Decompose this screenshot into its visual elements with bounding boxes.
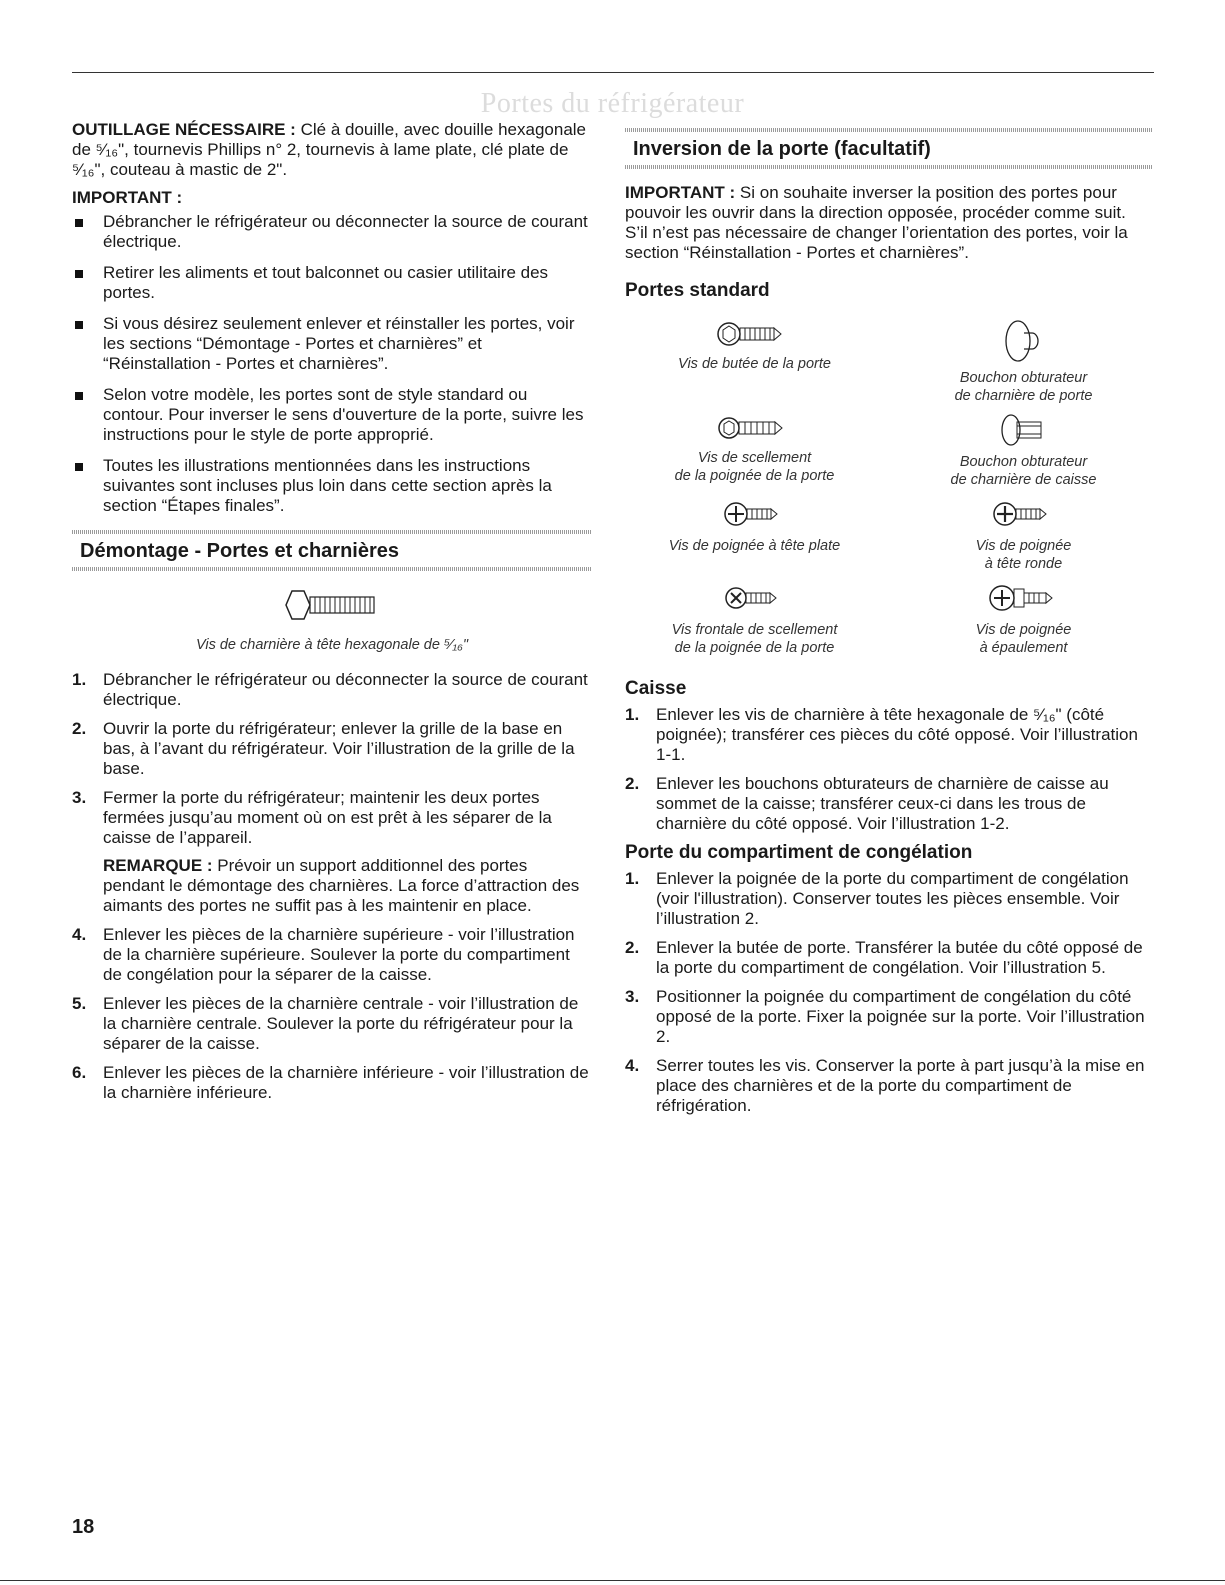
part-caption (625, 449, 884, 485)
screw-icon (720, 579, 790, 617)
step-text: Fermer la porte du réfrigérateur; maintenir les deux portes fermées jusqu’au moment où on est prêt à les séparer de la caisse de l’appareil. (103, 788, 552, 847)
caption-line: de la poignée de la porte (674, 468, 835, 484)
caption-line: Bouchon obturateur (959, 370, 1088, 386)
list-item (72, 719, 592, 779)
part-caption (894, 369, 1153, 405)
list-item (625, 987, 1153, 1047)
screw-icon (720, 495, 790, 533)
step-text: Enlever les bouchons obturateurs de charnière de caisse au sommet de la caisse; transférer ceux-ci dans les trous de charnière du côté opposé. Voir l’illustration 1-2. (656, 774, 1109, 833)
part-caption (625, 537, 884, 555)
step-number: 1. (72, 670, 87, 689)
caption-line: de charnière de porte (954, 388, 1093, 404)
list-item (72, 670, 592, 710)
step-text: Serrer toutes les vis. Conserver la porte à part jusqu’à la mise en place des charnières et de la porte du compartiment de réfrigération. (656, 1056, 1145, 1115)
page-number: 18 (72, 1516, 95, 1538)
figure-caption: Vis de charnière à tête hexagonale de ⁵⁄₁₆" (195, 637, 469, 653)
caption-line: Vis de scellement (697, 450, 812, 466)
caption-line: Bouchon obturateur (959, 454, 1088, 470)
step-number: 3. (72, 788, 87, 807)
bottom-rule (0, 1580, 1225, 1581)
step-number: 5. (72, 994, 87, 1013)
part-door-hinge-plug (894, 317, 1153, 405)
part-shoulder-handle-screw (894, 579, 1153, 657)
caption-line: à tête ronde (984, 556, 1063, 572)
caption-line: de charnière de caisse (950, 472, 1097, 488)
step-number: 4. (72, 925, 87, 944)
list-item: Retirer les aliments et tout balconnet ou casier utilitaire des portes. (72, 263, 592, 303)
step-number: 2. (625, 938, 640, 957)
step-number: 3. (625, 987, 640, 1006)
section-heading-inversion: Inversion de la porte (facultatif) (625, 128, 1153, 169)
caption-line: Vis de poignée à tête plate (668, 538, 841, 554)
step-text: Débrancher le réfrigérateur ou déconnecter la source de courant électrique. (103, 670, 588, 709)
page-title: Portes du réfrigérateur (480, 88, 745, 119)
demontage-steps (72, 670, 592, 1103)
caption-line: Vis de butée de la porte (678, 356, 831, 372)
list-item (625, 705, 1153, 765)
part-caption (894, 621, 1153, 657)
step-number: 4. (625, 1056, 640, 1075)
plug-icon (994, 317, 1054, 365)
right-column (625, 128, 1153, 1125)
subheading-standard: Portes standard (625, 280, 770, 301)
screw-icon (715, 317, 795, 351)
list-item (72, 994, 592, 1054)
plug-icon (989, 411, 1059, 449)
step-number: 2. (72, 719, 87, 738)
part-door-stop-screw (625, 317, 884, 405)
hex-screw-icon (282, 585, 382, 625)
part-caption (625, 355, 884, 373)
hex-hinge-screw-figure (72, 585, 592, 630)
freezer-steps (625, 869, 1153, 1116)
tools-label: OUTILLAGE NÉCESSAIRE : (72, 120, 296, 139)
screw-icon (984, 579, 1064, 617)
caption-line: à épaulement (979, 640, 1068, 656)
note-text: Prévoir un support additionnel des portes pendant le démontage des charnières. La force d’attraction des aimants des portes ne suffit pas à les maintenir en place. (103, 856, 580, 915)
caption-line: Vis de poignée (975, 538, 1072, 554)
note-label: REMARQUE : (103, 856, 213, 875)
important-text: Si on souhaite inverser la position des portes pour pouvoir les ouvrir dans la direction opposée, procéder comme suit. S’il n’est pas nécessaire de changer l’orientation des portes, voir la section “Réinstallation - Portes et charnières”. (625, 183, 1128, 262)
list-item (625, 1056, 1153, 1116)
tools-text: Clé à douille, avec douille hexagonale de ⁵⁄₁₆", tournevis Phillips n° 2, tournevis à lame plate, clé plate de ⁵⁄₁₆", couteau à mastic de 2". (72, 120, 587, 179)
list-item: Débrancher le réfrigérateur ou déconnecter la source de courant électrique. (72, 212, 592, 252)
step-text: Enlever les pièces de la charnière inférieure - voir l’illustration de la charnière inférieure. (103, 1063, 589, 1102)
list-item: Si vous désirez seulement enlever et réinstaller les portes, voir les sections “Démontage - Portes et charnières” et “Réinstallation - Portes et charnières”. (72, 314, 592, 374)
caption-line: Vis de poignée (975, 622, 1072, 638)
top-rule (72, 72, 1154, 73)
left-column (72, 120, 592, 1112)
list-item: Toutes les illustrations mentionnées dans les instructions suivantes sont incluses plus loin dans cette section après la section “Étapes finales”. (72, 456, 592, 516)
step-text: Enlever la butée de porte. Transférer la butée du côté opposé de la porte du compartiment de congélation. Voir l’illustration 5. (656, 938, 1143, 977)
list-item (625, 938, 1153, 978)
screw-icon (715, 411, 795, 445)
part-flat-head-handle-screw (625, 495, 884, 573)
step-number: 6. (72, 1063, 87, 1082)
parts-grid (625, 317, 1153, 657)
part-round-head-handle-screw (894, 495, 1153, 573)
part-handle-sealing-screw (625, 411, 884, 489)
subheading-freezer-door: Porte du compartiment de congélation (625, 842, 973, 863)
caption-line: Vis frontale de scellement (671, 622, 838, 638)
part-cabinet-hinge-plug (894, 411, 1153, 489)
step-number: 1. (625, 869, 640, 888)
screw-icon (989, 495, 1059, 533)
list-item (625, 869, 1153, 929)
caisse-steps (625, 705, 1153, 834)
step-text: Enlever les vis de charnière à tête hexagonale de ⁵⁄₁₆" (côté poignée); transférer ces pièces du côté opposé. Voir l’illustration 1-1. (656, 705, 1138, 764)
important-list (72, 212, 592, 516)
step-text: Enlever les pièces de la charnière supérieure - voir l’illustration de la charnière supérieure. Soulever la porte du compartiment de congélation pour la séparer de la caisse. (103, 925, 575, 984)
caption-line: de la poignée de la porte (674, 640, 835, 656)
list-item (72, 788, 592, 916)
subheading-caisse: Caisse (625, 678, 687, 699)
part-caption (894, 537, 1153, 573)
important-label: IMPORTANT : (72, 188, 183, 207)
step-number: 2. (625, 774, 640, 793)
important-label: IMPORTANT : (625, 183, 736, 202)
part-front-sealing-screw (625, 579, 884, 657)
section-heading-demontage: Démontage - Portes et charnières (72, 530, 592, 571)
step-text: Enlever les pièces de la charnière centrale - voir l’illustration de la charnière centrale. Soulever la porte du réfrigérateur pour la séparer de la caisse. (103, 994, 579, 1053)
tools-paragraph (72, 120, 592, 180)
note-paragraph (103, 856, 592, 916)
list-item (625, 774, 1153, 834)
part-caption (625, 621, 884, 657)
step-number: 1. (625, 705, 640, 724)
step-text: Enlever la poignée de la porte du compartiment de congélation (voir l'illustration). Conserver toutes les pièces ensemble. Voir l’illustration 2. (656, 869, 1129, 928)
list-item (72, 1063, 592, 1103)
list-item: Selon votre modèle, les portes sont de style standard ou contour. Pour inverser le sens d'ouverture de la porte, suivre les instructions pour le style de porte approprié. (72, 385, 592, 445)
list-item (72, 925, 592, 985)
step-text: Positionner la poignée du compartiment de congélation du côté opposé de la porte. Fixer la poignée sur la porte. Voir l’illustration 2. (656, 987, 1145, 1046)
important-paragraph (625, 183, 1153, 263)
part-caption (894, 453, 1153, 489)
step-text: Ouvrir la porte du réfrigérateur; enlever la grille de la base en bas, à l’avant du réfrigérateur. Voir l’illustration de la grille de la base. (103, 719, 575, 778)
